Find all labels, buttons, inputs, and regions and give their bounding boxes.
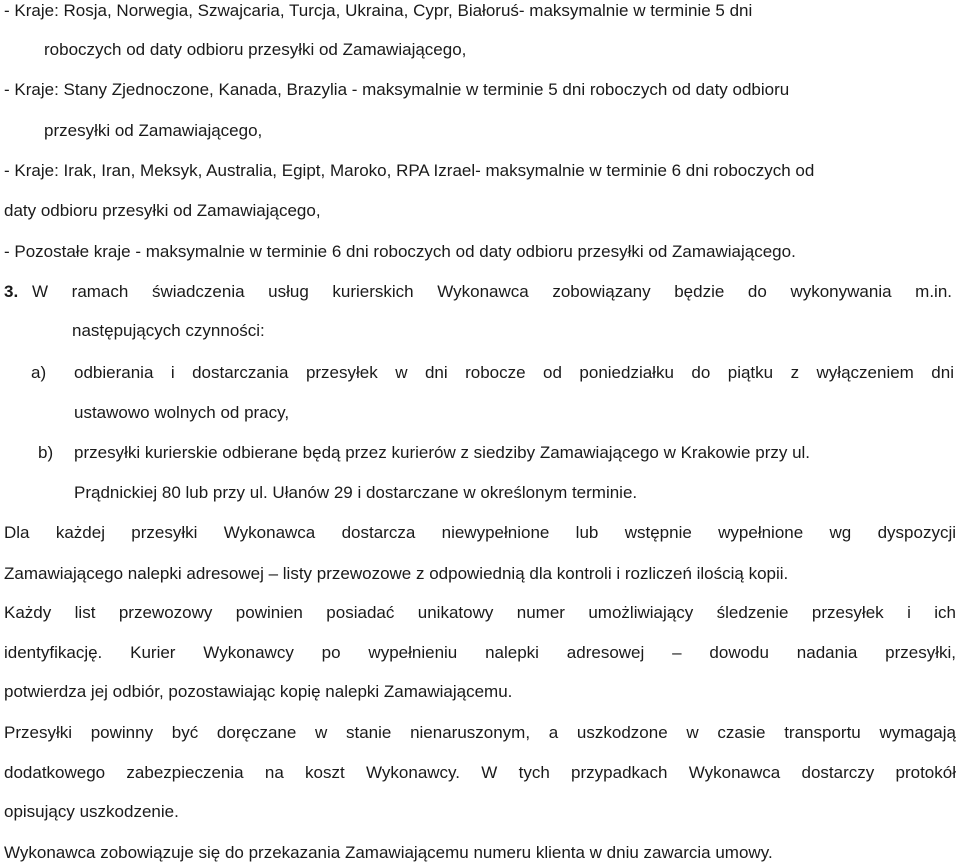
list-item-a-line: ustawowo wolnych od pracy, xyxy=(74,403,290,422)
text-line: - Kraje: Irak, Iran, Meksyk, Australia, Egipt, Maroko, RPA Izrael- maksymalnie w terminie 6 dni roboczych od xyxy=(4,161,815,180)
text-line: roboczych od daty odbioru przesyłki od Zamawiającego, xyxy=(44,40,467,59)
text-line: - Kraje: Stany Zjednoczone, Kanada, Brazylia - maksymalnie w terminie 5 dni roboczych od daty odbioru xyxy=(4,80,790,99)
text-line: - Pozostałe kraje - maksymalnie w terminie 6 dni roboczych od daty odbioru przesyłki od Zamawiającego. xyxy=(4,242,796,261)
paragraph-line: Przesyłki powinny być doręczane w stanie nienaruszonym, a uszkodzone w czasie transportu wymagają xyxy=(4,723,956,742)
text-line: następujących czynności: xyxy=(72,321,265,340)
text-line: W ramach świadczenia usług kurierskich Wykonawca zobowiązany będzie do wykonywania m.in. xyxy=(32,282,952,301)
paragraph-line: Dla każdej przesyłki Wykonawca dostarcza niewypełnione lub wstępnie wypełnione wg dyspozycji xyxy=(4,523,956,542)
paragraph-line: identyfikację. Kurier Wykonawcy po wypełnieniu nalepki adresowej – dowodu nadania przesyłki, xyxy=(4,643,956,662)
paragraph-line: opisujący uszkodzenie. xyxy=(4,802,179,821)
text-line: - Kraje: Rosja, Norwegia, Szwajcaria, Turcja, Ukraina, Cypr, Białoruś- maksymalnie w terminie 5 dni xyxy=(4,1,753,20)
list-item-b-line: Prądnickiej 80 lub przy ul. Ułanów 29 i dostarczane w określonym terminie. xyxy=(74,483,638,502)
text-line: przesyłki od Zamawiającego, xyxy=(44,121,263,140)
paragraph-line: potwierdza jej odbiór, pozostawiając kopię nalepki Zamawiającemu. xyxy=(4,682,513,701)
list-marker-b: b) xyxy=(38,443,54,462)
paragraph-line: dodatkowego zabezpieczenia na koszt Wykonawcy. W tych przypadkach Wykonawca dostarczy protokół xyxy=(4,763,956,782)
paragraph-line: Każdy list przewozowy powinien posiadać unikatowy numer umożliwiający śledzenie przesyłek i ich xyxy=(4,603,956,622)
list-item-b-line: przesyłki kurierskie odbierane będą przez kurierów z siedziby Zamawiającego w Krakowie przy ul. xyxy=(74,443,811,462)
paragraph-line: Zamawiającego nalepki adresowej – listy przewozowe z odpowiednią dla kontroli i rozliczeń ilością kopii. xyxy=(4,564,789,583)
text-line: daty odbioru przesyłki od Zamawiającego, xyxy=(4,201,321,220)
paragraph-line: Wykonawca zobowiązuje się do przekazania Zamawiającemu numeru klienta w dniu zawarcia umowy. xyxy=(4,843,773,862)
list-item-a-line: odbierania i dostarczania przesyłek w dni robocze od poniedziałku do piątku z wyłączeniem dni xyxy=(74,363,954,382)
list-marker-a: a) xyxy=(31,363,47,382)
section-number: 3. xyxy=(4,282,19,301)
